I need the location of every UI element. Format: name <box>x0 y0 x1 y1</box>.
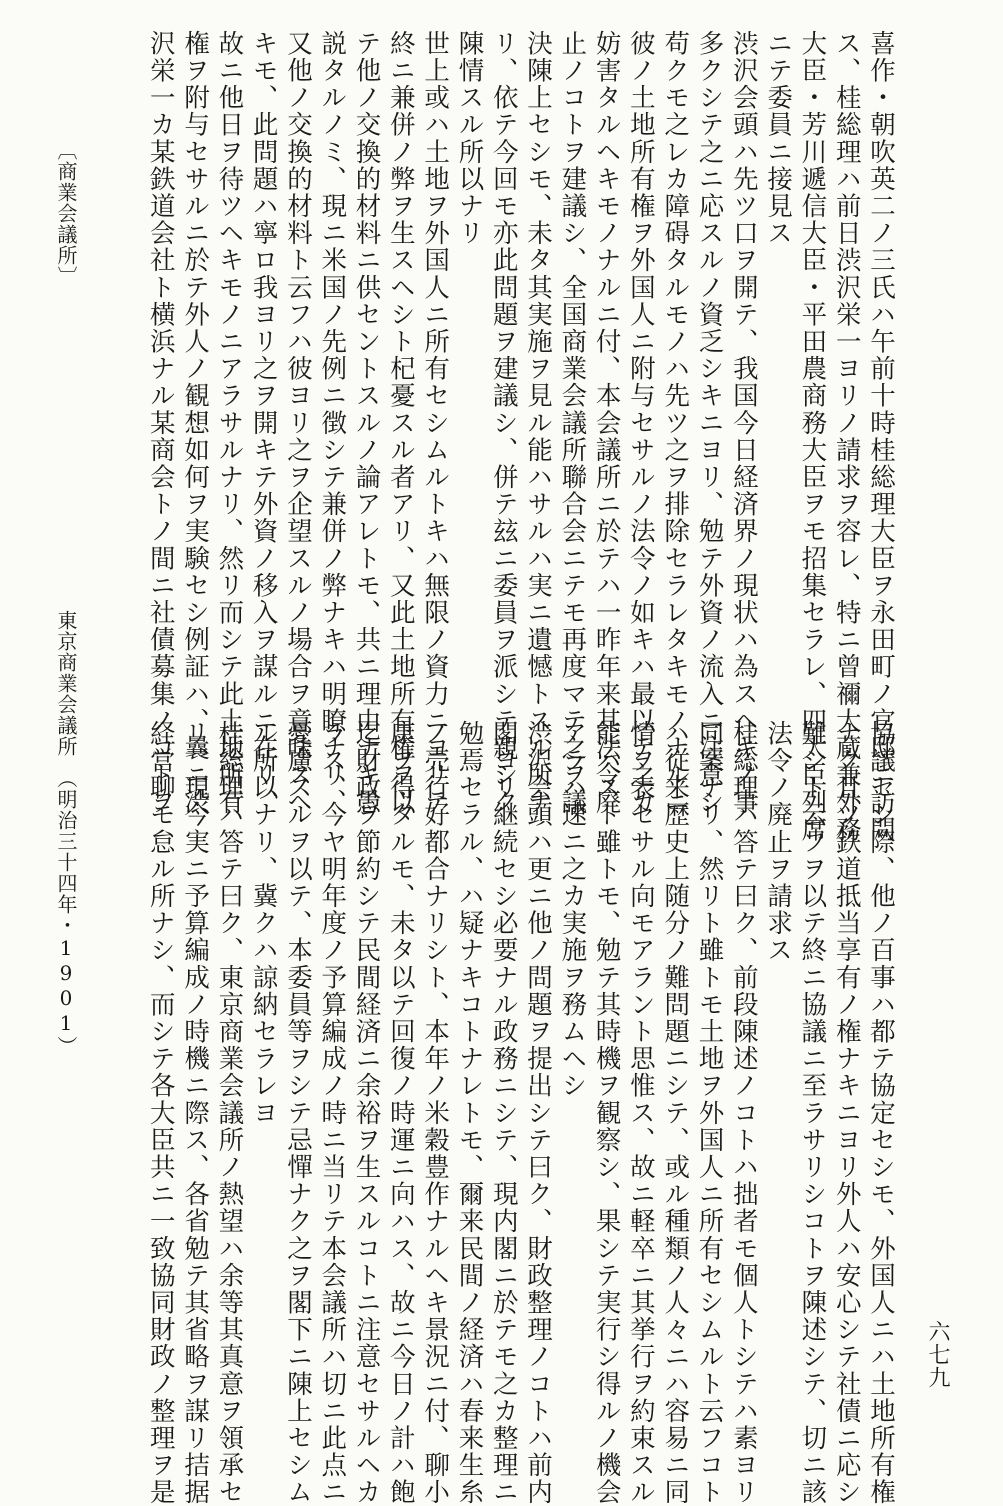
text-column: ノ売行好都合ナリシト、本年ノ米穀豊作ナルヘキ景況ニ付、聊小 <box>420 720 451 1506</box>
text-column: 又他ノ交換的材料ト云フハ彼ヨリ之ヲ企望スルノ場合ヲ意味スヘ <box>282 30 313 816</box>
text-column: ス、桂総理ハ前日渋沢栄一ヨリノ請求ヲ容レ、特ニ曾禰大蔵兼外務 <box>831 30 862 843</box>
text-column: ル所以ナリ、冀クハ諒納セラレヨ <box>248 720 279 1127</box>
text-column: 桂総理ハ答テ曰ク、東京商業会議所ノ熱望ハ余等其真意ヲ領承セ <box>214 720 245 1506</box>
text-column: アラハ速ニ之カ実施ヲ務ムヘシ <box>557 720 588 1100</box>
text-column: 決陳上セシモ、未タ其実施ヲ見ル能ハサルハ実ニ遺憾トスル所ナ <box>523 30 554 816</box>
text-column: 彼ノ土地所有権ヲ外国人ニ附与セサルノ法令ノ如キハ最以テ之カ <box>625 30 656 816</box>
text-column: キモ、此問題ハ寧ロ我ヨリ之ヲ開キテ外資ノ移入ヲ謀ルニ在リ、 <box>248 30 279 816</box>
text-column: 能ハスト雖トモ、勉テ其時機ヲ観察シ、果シテ実行シ得ルノ機会 <box>591 720 622 1506</box>
text-column: 難シト云フヲ以テ終ニ協議ニ至ラサリシコトヲ陳述シテ、切ニ該 <box>797 720 828 1506</box>
text-column: 渋沢会頭ハ先ツ口ヲ開テ、我国今日経済界ノ現状ハ為スヘキノ事 <box>728 30 759 816</box>
text-column: 説タルノミ、現ニ米国ノ先例ニ徴シテ兼併ノ弊ナキハ明瞭ナリ、 <box>317 30 348 816</box>
text-column: 康ヲ得タルモ、未タ以テ回復ノ時運ニ向ハス、故ニ今日ノ計ハ飽 <box>385 720 416 1506</box>
text-column: 苟クモ之レカ障碍タルモノハ先ツ之ヲ排除セラレタキモノナルニ <box>660 30 691 816</box>
text-column: リ、現今実ニ予算編成ノ時機ニ際ス、各省勉テ其省略ヲ謀リ拮据 <box>180 720 211 1506</box>
text-column: 多クシテ之ニ応スルノ資乏シキニヨリ、勉テ外資ノ流入ニ注意シ <box>694 30 725 816</box>
page-number: 六七九 <box>925 1320 950 1389</box>
text-column: 桂総理ハ答テ曰ク、前段陳述ノコトハ拙者モ個人トシテハ素ヨリ <box>728 720 759 1506</box>
text-column: ハ従来歴史上随分ノ難問題ニシテ、或ル種類ノ人々ニハ容易ニ同 <box>660 720 691 1506</box>
text-column: 止ノコトヲ建議シ、全国商業会議所聯合会ニテモ再度マテ之ヲ議 <box>557 30 588 816</box>
text-column: 大臣・芳川遞信大臣・平田農商務大臣ヲモ招集セラレ、四大臣列席 <box>797 30 828 843</box>
text-column: 渋沢会頭ハ更ニ他ノ問題ヲ提出シテ曰ク、財政整理ノコトハ前内 <box>523 720 554 1506</box>
text-column: 情ヲ表セサル向モアラント思惟ス、故ニ軽卒ニ其挙行ヲ約束スル <box>625 720 656 1506</box>
text-column: 法令ノ廃止ヲ請求ス <box>763 720 794 964</box>
source-label: 東京商業会議所 （明治三十四年・1901） <box>54 610 78 1057</box>
text-column: ニテ委員ニ接見ス <box>763 30 794 247</box>
text-column: 喜作・朝吹英二ノ三氏ハ午前十時桂総理大臣ヲ永田町ノ官邸ニ訪問 <box>866 30 896 843</box>
text-column: 憂慮スルヲ以テ、本委員等ヲシテ忌憚ナク之ヲ閣下ニ陳上セシム <box>282 720 313 1506</box>
text-column: ナク且ツ鉄道抵当享有ノ権ナキニヨリ外人ハ安心シテ社債ニ応シ <box>831 720 862 1506</box>
text-column: 世上或ハ土地ヲ外国人ニ所有セシムルトキハ無限ノ資力ニヨリテ <box>420 30 451 816</box>
text-column: リ、依テ今回モ亦此問題ヲ建議シ、併テ玆ニ委員ヲ派シテ親シク <box>488 30 519 816</box>
text-block-bottom <box>68 720 898 1506</box>
text-column: 閣ヨリ継続セシ必要ナル政務ニシテ、現内閣ニ於テモ之カ整理ニ <box>488 720 519 1506</box>
text-column: ラス、今ヤ明年度ノ予算編成ノ時ニ当リテ本会議所ハ切ニ此点ニ <box>317 720 348 1506</box>
text-column: 同案ナリ、然リト雖トモ土地ヲ外国人ニ所有セシムルト云フコト <box>694 720 725 1506</box>
text-column: 勉焉セラル、ハ疑ナキコトナレトモ、爾来民間ノ経済ハ春来生糸 <box>454 720 485 1506</box>
text-column: 妨害タルヘキモノナルニ付、本会議所ニ於テハ一昨年来其法令廃 <box>591 30 622 816</box>
text-column: テ他ノ交換的材料ニ供セントスルノ論アレトモ、共ニ理由ナキ愚 <box>351 30 382 816</box>
text-column: 沢栄一カ某鉄道会社ト横浜ナル某商会トノ間ニ社債募集ノコトヲ <box>145 30 176 816</box>
text-column: 終ニ兼併ノ弊ヲ生スヘシト杞憂スル者アリ、又此土地所有権ヲ以 <box>385 30 416 816</box>
text-column: 迄財政ヲ節約シテ民間経済ニ余裕ヲ生スルコトニ注意セサルヘカ <box>351 720 382 1506</box>
text-column: 故ニ他日ヲ待ツヘキモノニアラサルナリ、然リ而シテ此土地所有 <box>214 30 245 816</box>
text-column: 経営聊モ怠ル所ナシ、而シテ各大臣共ニ一致協同財政ノ整理ヲ是 <box>145 720 176 1506</box>
text-column: 陳情スル所以ナリ <box>454 30 485 247</box>
section-label: 〔商業会議所〕 <box>54 140 78 287</box>
text-column: 協議セシ際、他ノ百事ハ都テ協定セシモ、外国人ニハ土地所有権 <box>866 720 896 1506</box>
text-column: 権ヲ附与セサルニ於テ外人ノ観想如何ヲ実験セシ例証ハ、曩ニ渋 <box>180 30 211 816</box>
